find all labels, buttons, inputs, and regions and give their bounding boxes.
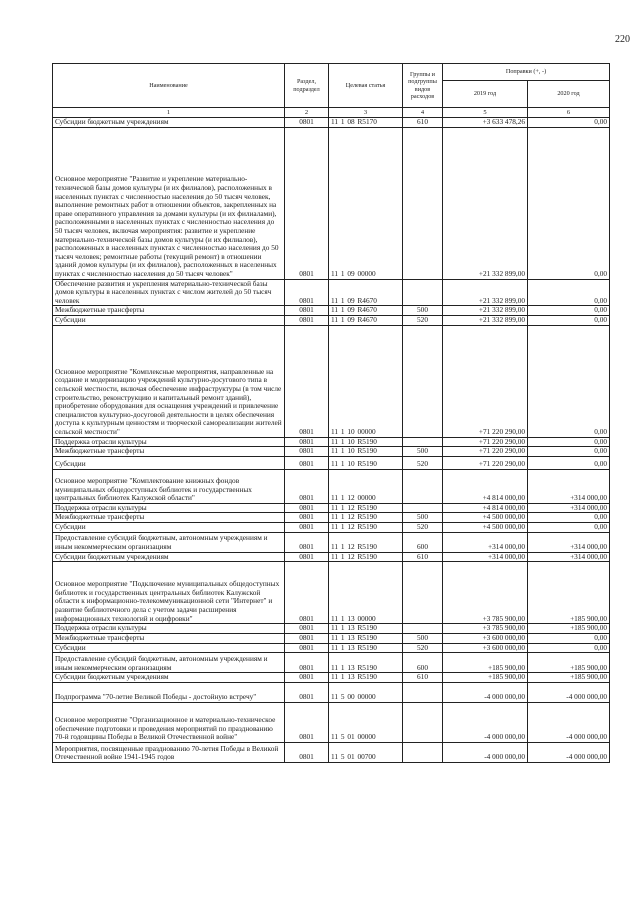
- row-amendment-2019: +21 332 899,00: [443, 127, 528, 279]
- row-expense-group: [403, 742, 443, 762]
- row-amendment-2020: +314 000,00: [528, 532, 610, 552]
- row-amendment-2019: -4 000 000,00: [443, 742, 528, 762]
- row-target-article: 11 1 09 R4670: [329, 279, 403, 306]
- row-target-article: 11 1 13 R5190: [329, 633, 403, 643]
- row-name: Межбюджетные трансферты: [53, 513, 285, 523]
- table-row: [53, 523, 610, 533]
- row-name: Субсидии: [53, 643, 285, 653]
- table-row: [53, 682, 610, 702]
- table-row: [53, 532, 610, 552]
- row-amendment-2020: 0,00: [528, 325, 610, 437]
- row-amendment-2019: +3 600 000,00: [443, 643, 528, 653]
- row-target-article: 11 1 12 00000: [329, 469, 403, 503]
- column-number: 6: [528, 108, 610, 118]
- table-row: [53, 316, 610, 326]
- row-name: Основное мероприятие "Подключение муниципальных общедоступных библиотек и государственных центральных библиотек Калужской области к информационно-телекоммуникационной сети "Интернет" и развитие библиотечного дела с учетом задачи расширения информационных технологий и оцифровки": [53, 562, 285, 624]
- row-expense-group: [403, 562, 443, 624]
- row-amendment-2020: +314 000,00: [528, 469, 610, 503]
- row-amendment-2019: +314 000,00: [443, 532, 528, 552]
- column-number: 1: [53, 108, 285, 118]
- table-row: [53, 624, 610, 634]
- table-row: [53, 447, 610, 457]
- row-section: 0801: [285, 447, 329, 457]
- row-target-article: 11 1 10 00000: [329, 325, 403, 437]
- row-name: Основное мероприятие "Комплексные мероприятия, направленные на создание и модернизацию учреждений культурно-досугового типа в сельской местности, включая обеспечение инфраструктуры (в том числе строительство, реконструкцию и капитальный ремонт зданий), приобретение оборудования для оснащения учреждений и привлечение специалистов культурно-досуговой деятельности в целях обеспечения доступа к культурным ценностям и творческой самореализации жителей сельской местности": [53, 325, 285, 437]
- row-name: Поддержка отрасли культуры: [53, 624, 285, 634]
- row-target-article: 11 1 10 R5190: [329, 437, 403, 447]
- row-target-article: 11 1 09 R4670: [329, 306, 403, 316]
- row-target-article: 11 1 08 R5170: [329, 118, 403, 128]
- row-section: 0801: [285, 316, 329, 326]
- row-amendment-2020: -4 000 000,00: [528, 702, 610, 742]
- row-name: Межбюджетные трансферты: [53, 633, 285, 643]
- column-number: 2: [285, 108, 329, 118]
- row-amendment-2019: +71 220 290,00: [443, 456, 528, 469]
- row-target-article: 11 1 13 R5190: [329, 643, 403, 653]
- header-year-2020: 2020 год: [528, 81, 610, 108]
- row-name: Основное мероприятие "Развитие и укрепление материально-технической базы домов культуры (и их филиалов), расположенных в населенных пунктах с численностью населения до 50 тысяч человек, выполнение ремонтных работ в отношении объектов, закрепленных на праве оперативного управления за домами культуры (и их филиалами), расположенными в населенных пунктах с численностью населения до 50 тысяч человек, включая мероприятия: развитие и укрепление материально-технической базы домов культуры (и их филиалов), расположенных в населенных пунктах с численностью населения до 50 тысяч человек; ремонтные работы (текущий ремонт) в отношении зданий домов культуры (и их филиалов), расположенных в населенных пунктах с численностью населения до 50 тысяч человек": [53, 127, 285, 279]
- table-row: [53, 643, 610, 653]
- row-expense-group: 610: [403, 118, 443, 128]
- row-name: Субсидии: [53, 316, 285, 326]
- row-expense-group: 500: [403, 447, 443, 457]
- row-expense-group: 500: [403, 633, 443, 643]
- row-section: 0801: [285, 456, 329, 469]
- row-expense-group: [403, 702, 443, 742]
- row-name: Межбюджетные трансферты: [53, 306, 285, 316]
- row-name: Субсидии: [53, 523, 285, 533]
- row-amendment-2019: +4 814 000,00: [443, 503, 528, 513]
- row-section: 0801: [285, 503, 329, 513]
- row-amendment-2019: +21 332 899,00: [443, 316, 528, 326]
- row-name: Межбюджетные трансферты: [53, 447, 285, 457]
- row-section: 0801: [285, 552, 329, 562]
- row-target-article: 11 5 00 00000: [329, 682, 403, 702]
- row-name: Предоставление субсидий бюджетным, автономным учреждениям и иным некоммерческим организациям: [53, 653, 285, 673]
- row-target-article: 11 5 01 00000: [329, 702, 403, 742]
- row-amendment-2019: +185 900,00: [443, 673, 528, 683]
- row-target-article: 11 1 12 R5190: [329, 513, 403, 523]
- row-section: 0801: [285, 643, 329, 653]
- row-expense-group: 610: [403, 673, 443, 683]
- row-amendment-2019: +314 000,00: [443, 552, 528, 562]
- row-expense-group: [403, 127, 443, 279]
- row-section: 0801: [285, 633, 329, 643]
- header-amendments: Поправки (+, -): [443, 64, 610, 81]
- row-name: Субсидии бюджетным учреждениям: [53, 552, 285, 562]
- row-amendment-2020: 0,00: [528, 523, 610, 533]
- row-expense-group: [403, 279, 443, 306]
- row-target-article: 11 1 13 00000: [329, 562, 403, 624]
- row-expense-group: 600: [403, 532, 443, 552]
- row-expense-group: 600: [403, 653, 443, 673]
- row-name: Мероприятия, посвященные празднованию 70-летия Победы в Великой Отечественной войне 1941-1945 годов: [53, 742, 285, 762]
- header-group: Группы и подгруппы видов расходов: [403, 64, 443, 108]
- table-row: [53, 118, 610, 128]
- row-amendment-2020: +314 000,00: [528, 503, 610, 513]
- row-amendment-2019: +4 814 000,00: [443, 469, 528, 503]
- row-amendment-2020: 0,00: [528, 456, 610, 469]
- table-row: [53, 562, 610, 624]
- row-amendment-2019: +4 500 000,00: [443, 513, 528, 523]
- row-amendment-2020: 0,00: [528, 316, 610, 326]
- row-expense-group: 520: [403, 456, 443, 469]
- row-amendment-2019: +71 220 290,00: [443, 437, 528, 447]
- budget-amendments-table: [52, 63, 610, 763]
- page-number: 220: [615, 34, 630, 45]
- row-name: Поддержка отрасли культуры: [53, 503, 285, 513]
- table-row: [53, 673, 610, 683]
- row-amendment-2020: 0,00: [528, 643, 610, 653]
- column-number: 3: [329, 108, 403, 118]
- row-amendment-2020: +185 900,00: [528, 562, 610, 624]
- row-target-article: 11 1 09 00000: [329, 127, 403, 279]
- row-target-article: 11 1 12 R5190: [329, 503, 403, 513]
- row-amendment-2020: 0,00: [528, 118, 610, 128]
- row-name: Основное мероприятие "Комплектование книжных фондов муниципальных общедоступных библиотек и государственных центральных библиотек Калужской области": [53, 469, 285, 503]
- row-amendment-2019: +3 785 900,00: [443, 624, 528, 634]
- row-name: Основное мероприятие "Организационное и материально-техническое обеспечение подготовки и проведения мероприятий по празднованию 70-й годовщины Победы в Великой Отечественной войне": [53, 702, 285, 742]
- column-number-row: [53, 108, 610, 118]
- row-section: 0801: [285, 306, 329, 316]
- row-amendment-2019: -4 000 000,00: [443, 702, 528, 742]
- row-target-article: 11 1 10 R5190: [329, 447, 403, 457]
- header-name: Наименование: [53, 64, 285, 108]
- header-article: Целевая статья: [329, 64, 403, 108]
- row-name: Обеспечение развития и укрепления материально-технической базы домов культуры в населенных пунктах с числом жителей до 50 тысяч человек: [53, 279, 285, 306]
- row-section: 0801: [285, 513, 329, 523]
- row-amendment-2020: +185 900,00: [528, 673, 610, 683]
- row-amendment-2019: -4 000 000,00: [443, 682, 528, 702]
- row-expense-group: 500: [403, 306, 443, 316]
- row-expense-group: 520: [403, 643, 443, 653]
- row-amendment-2020: 0,00: [528, 513, 610, 523]
- row-section: 0801: [285, 325, 329, 437]
- table-row: [53, 742, 610, 762]
- table-row: [53, 127, 610, 279]
- table-row: [53, 325, 610, 437]
- column-number: 4: [403, 108, 443, 118]
- row-section: 0801: [285, 702, 329, 742]
- row-section: 0801: [285, 127, 329, 279]
- row-section: 0801: [285, 653, 329, 673]
- row-amendment-2020: +314 000,00: [528, 552, 610, 562]
- row-amendment-2020: 0,00: [528, 633, 610, 643]
- row-expense-group: 500: [403, 513, 443, 523]
- row-section: 0801: [285, 742, 329, 762]
- row-target-article: 11 5 01 00700: [329, 742, 403, 762]
- row-name: Поддержка отрасли культуры: [53, 437, 285, 447]
- row-expense-group: [403, 325, 443, 437]
- header-year-2019: 2019 год: [443, 81, 528, 108]
- row-expense-group: 520: [403, 316, 443, 326]
- row-name: Субсидии бюджетным учреждениям: [53, 118, 285, 128]
- row-amendment-2019: +71 220 290,00: [443, 325, 528, 437]
- row-amendment-2019: +3 785 900,00: [443, 562, 528, 624]
- row-expense-group: [403, 624, 443, 634]
- row-target-article: 11 1 12 R5190: [329, 532, 403, 552]
- row-amendment-2019: +3 600 000,00: [443, 633, 528, 643]
- row-section: 0801: [285, 118, 329, 128]
- row-section: 0801: [285, 469, 329, 503]
- row-amendment-2019: +185 900,00: [443, 653, 528, 673]
- row-amendment-2019: +3 633 478,26: [443, 118, 528, 128]
- row-section: 0801: [285, 279, 329, 306]
- row-amendment-2020: 0,00: [528, 437, 610, 447]
- table-row: [53, 456, 610, 469]
- row-amendment-2019: +71 220 290,00: [443, 447, 528, 457]
- header-section: Раздел, подраздел: [285, 64, 329, 108]
- row-section: 0801: [285, 673, 329, 683]
- row-amendment-2020: 0,00: [528, 306, 610, 316]
- row-section: 0801: [285, 437, 329, 447]
- row-name: Предоставление субсидий бюджетным, автономным учреждениям и иным некоммерческим организациям: [53, 532, 285, 552]
- table-row: [53, 653, 610, 673]
- row-target-article: 11 1 12 R5190: [329, 523, 403, 533]
- row-amendment-2020: 0,00: [528, 279, 610, 306]
- column-number: 5: [443, 108, 528, 118]
- row-amendment-2020: -4 000 000,00: [528, 742, 610, 762]
- row-amendment-2020: -4 000 000,00: [528, 682, 610, 702]
- row-amendment-2019: +4 500 000,00: [443, 523, 528, 533]
- table-row: [53, 279, 610, 306]
- row-target-article: 11 1 09 R4670: [329, 316, 403, 326]
- row-target-article: 11 1 13 R5190: [329, 673, 403, 683]
- row-expense-group: [403, 469, 443, 503]
- row-section: 0801: [285, 624, 329, 634]
- row-amendment-2020: 0,00: [528, 447, 610, 457]
- table-row: [53, 469, 610, 503]
- row-section: 0801: [285, 682, 329, 702]
- row-amendment-2020: 0,00: [528, 127, 610, 279]
- row-name: Субсидии: [53, 456, 285, 469]
- row-expense-group: [403, 682, 443, 702]
- table-row: [53, 552, 610, 562]
- row-target-article: 11 1 13 R5190: [329, 624, 403, 634]
- row-target-article: 11 1 12 R5190: [329, 552, 403, 562]
- row-name: Субсидии бюджетным учреждениям: [53, 673, 285, 683]
- row-name: Подпрограмма "70-летие Великой Победы - достойную встречу": [53, 682, 285, 702]
- row-amendment-2019: +21 332 899,00: [443, 306, 528, 316]
- row-section: 0801: [285, 532, 329, 552]
- row-amendment-2020: +185 900,00: [528, 653, 610, 673]
- row-amendment-2020: +185 900,00: [528, 624, 610, 634]
- table-row: [53, 702, 610, 742]
- row-target-article: 11 1 10 R5190: [329, 456, 403, 469]
- table-row: [53, 633, 610, 643]
- row-amendment-2019: +21 332 899,00: [443, 279, 528, 306]
- row-expense-group: 520: [403, 523, 443, 533]
- row-section: 0801: [285, 523, 329, 533]
- row-target-article: 11 1 13 R5190: [329, 653, 403, 673]
- row-section: 0801: [285, 562, 329, 624]
- row-expense-group: 610: [403, 552, 443, 562]
